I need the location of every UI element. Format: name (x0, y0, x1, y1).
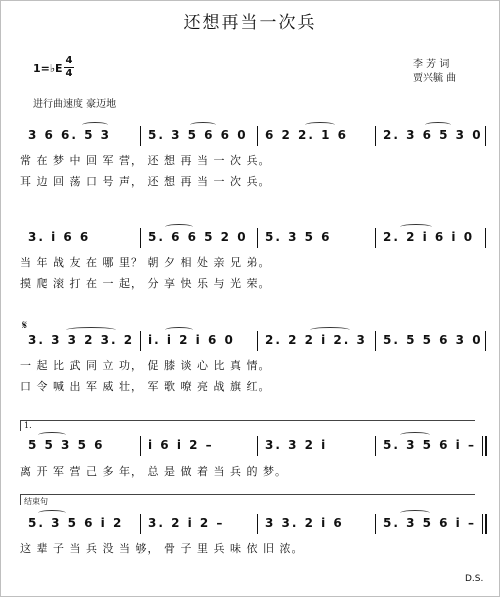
barline (485, 126, 486, 146)
barline (375, 126, 376, 146)
measure: 3. 3 3 2 3. 2 (28, 333, 135, 347)
measure: 3. i 6 6 (28, 230, 91, 244)
barline (140, 228, 141, 248)
barline (485, 331, 486, 351)
slur (165, 224, 193, 230)
measure: 5. 5 5 6 3 0 (383, 333, 483, 347)
slur (310, 327, 350, 333)
lyric-line: 离 开 军 营 己 多 年， 总 是 做 着 当 兵 的 梦。 (20, 465, 287, 478)
barline (140, 436, 141, 456)
lyric-line: 一 起 比 武 同 立 功， 促 膝 谈 心 比 真 情。 (20, 359, 271, 372)
measure: 2. 2 2 i 2. 3 (265, 333, 367, 347)
barline (375, 331, 376, 351)
measure: 5. 6 6 5 2 0 (148, 230, 248, 244)
lyric-line: 这 辈 子 当 兵 没 当 够， 骨 子 里 兵 味 依 旧 浓。 (20, 542, 304, 555)
slur (190, 122, 216, 128)
slur (400, 224, 432, 230)
slur (38, 432, 66, 438)
barline (375, 436, 376, 456)
measure: 3 6 6. 5 3 (28, 128, 112, 142)
slur (400, 510, 430, 516)
song-title: 还想再当一次兵 (183, 13, 317, 33)
slur (165, 327, 193, 333)
ending-phrase-bracket (20, 494, 475, 505)
barline (140, 331, 141, 351)
lyric-line: 口 令 喊 出 军 威 壮， 军 歌 嘹 亮 战 旗 红。 (20, 380, 271, 393)
barline (485, 228, 486, 248)
measure: 5. 3 5 6 (265, 230, 332, 244)
score-system-1 (0, 128, 500, 218)
slur (66, 327, 116, 333)
key-signature: 1=♭E (33, 62, 63, 75)
barline (257, 514, 258, 534)
measure: 6 2 2. 1 6 (265, 128, 349, 142)
time-signature-bottom: 4 (65, 68, 73, 79)
time-signature (64, 56, 74, 79)
lyricist-credit: 李 芳 词 (413, 59, 450, 70)
barline (257, 126, 258, 146)
lyric-line: 耳 边 回 荡 口 号 声， 还 想 再 当 一 次 兵。 (20, 175, 271, 188)
measure: 2. 3 6 5 3 0 (383, 128, 483, 142)
measure: 5. 3 5 6 6 0 (148, 128, 248, 142)
measure: i. i 2 i 6 0 (148, 333, 235, 347)
measure: 5. 3 5 6 i 2 (28, 516, 124, 530)
first-ending-bracket (20, 420, 475, 431)
tempo-marking: 进行曲速度 豪迈地 (33, 99, 117, 110)
barline (257, 436, 258, 456)
slur (425, 122, 451, 128)
time-signature-top: 4 (65, 55, 73, 66)
barline (257, 228, 258, 248)
measure: 5 5 3 5 6 (28, 438, 105, 452)
ds-marking: D.S. (465, 574, 484, 584)
segno-sign: 𝄋 (22, 318, 28, 332)
slur (305, 122, 335, 128)
measure: i 6 i 2 – (148, 438, 214, 452)
barline (375, 514, 376, 534)
slur (400, 432, 430, 438)
barline (140, 514, 141, 534)
lyric-line: 当 年 战 友 在 哪 里？ 朝 夕 相 处 亲 兄 弟。 (20, 256, 271, 269)
score-system-3 (0, 318, 500, 423)
slur (38, 510, 66, 516)
slur (82, 122, 108, 128)
score-system-5 (0, 497, 500, 590)
measure: 3 3. 2 i 6 (265, 516, 344, 530)
barline (140, 126, 141, 146)
composer-credit: 贾兴毓 曲 (413, 73, 457, 84)
ending-phrase-label: 结束句 (24, 497, 48, 506)
barline (257, 331, 258, 351)
barline (375, 228, 376, 248)
lyric-line: 摸 爬 滚 打 在 一 起， 分 享 快 乐 与 光 荣。 (20, 277, 271, 290)
measure: 3. 3 2 i (265, 438, 328, 452)
credits (413, 58, 456, 86)
repeat-barline (482, 436, 483, 456)
score-system-2 (0, 230, 500, 320)
measure: 3. 2 i 2 – (148, 516, 225, 530)
measure: 2. 2 i 6 i 0 (383, 230, 475, 244)
first-ending-label: 1. (24, 421, 32, 430)
final-barline (482, 514, 483, 534)
measure: 5. 3 5 6 i – (383, 516, 476, 530)
lyric-line: 常 在 梦 中 回 军 营， 还 想 再 当 一 次 兵。 (20, 154, 271, 167)
measure: 5. 3 5 6 i – (383, 438, 476, 452)
